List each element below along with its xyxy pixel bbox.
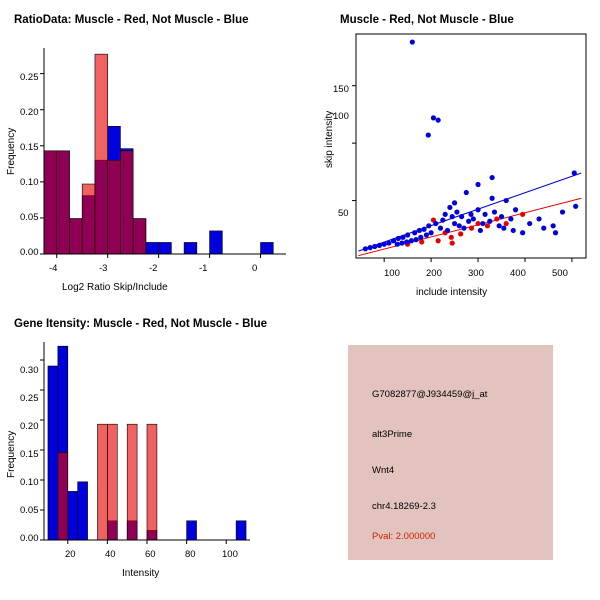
panel1-ytick: 0.05 bbox=[20, 212, 39, 223]
panel3-ytick: 0.30 bbox=[20, 365, 39, 376]
panel2-ytick: 50 bbox=[338, 208, 349, 219]
panel1-ytick: 0.10 bbox=[20, 177, 39, 188]
panel3-ytick: 0.10 bbox=[20, 477, 39, 488]
panel3-xtick: 20 bbox=[65, 549, 76, 560]
event-type-text: alt3Prime bbox=[372, 429, 413, 440]
panel-gene-intensity-histogram bbox=[0, 300, 310, 600]
panel-intensity-scatter bbox=[310, 0, 600, 300]
panel2-xtick: 500 bbox=[552, 268, 568, 279]
panel1-ytick: 0.00 bbox=[20, 247, 39, 258]
panel2-xtick: 200 bbox=[426, 268, 442, 279]
probe-id-text: G7082877@J934459@j_at bbox=[372, 389, 488, 400]
pval-text: Pval: 2.000000 bbox=[372, 531, 436, 542]
panel1-ytick: 0.15 bbox=[20, 142, 39, 153]
panel2-xtick: 300 bbox=[468, 268, 484, 279]
panel3-xtick: 60 bbox=[145, 549, 156, 560]
panel3-canvas bbox=[0, 300, 310, 600]
panel3-y-axis-label: Frequency bbox=[6, 430, 17, 478]
panel3-ytick: 0.15 bbox=[20, 449, 39, 460]
panel3-ytick: 0.20 bbox=[20, 421, 39, 432]
panel3-ytick: 0.05 bbox=[20, 505, 39, 516]
panel-ratio-histogram bbox=[0, 0, 310, 300]
panel3-title: Gene Itensity: Muscle - Red, Not Muscle - Blue bbox=[14, 318, 268, 330]
panel3-xtick: 80 bbox=[185, 549, 196, 560]
panel2-y-axis-label: skip intensity bbox=[324, 110, 335, 168]
panel3-xtick: 40 bbox=[105, 549, 116, 560]
panel1-x-axis-label: Log2 Ratio Skip/Include bbox=[62, 282, 168, 293]
panel1-xtick: -4 bbox=[49, 263, 58, 274]
gene-info-box bbox=[348, 345, 553, 560]
panel1-ytick: 0.20 bbox=[20, 107, 39, 118]
panel3-xtick: 100 bbox=[222, 549, 238, 560]
panel3-ytick: 0.25 bbox=[20, 393, 39, 404]
panel1-xtick: -1 bbox=[199, 263, 208, 274]
panel1-canvas bbox=[0, 0, 310, 300]
panel1-title: RatioData: Muscle - Red, Not Muscle - Blue bbox=[14, 14, 249, 26]
panel2-xtick: 400 bbox=[510, 268, 526, 279]
panel2-x-axis-label: include intensity bbox=[416, 287, 488, 298]
panel1-xtick: -2 bbox=[149, 263, 158, 274]
panel2-xtick: 100 bbox=[384, 268, 400, 279]
panel1-y-axis-label: Frequency bbox=[6, 127, 17, 175]
panel1-xtick: 0 bbox=[252, 263, 258, 274]
panel3-ytick: 0.00 bbox=[20, 533, 39, 544]
locus-text: chr4.18269-2.3 bbox=[372, 501, 436, 512]
panel2-ytick: 150 bbox=[333, 84, 349, 95]
panel1-xtick: -3 bbox=[99, 263, 108, 274]
panel1-ytick: 0.25 bbox=[20, 72, 39, 83]
gene-name-text: Wnt4 bbox=[372, 465, 395, 476]
panel2-ytick: 100 bbox=[333, 111, 349, 122]
panel3-x-axis-label: Intensity bbox=[122, 568, 160, 579]
panel2-canvas bbox=[310, 0, 600, 300]
panel2-title: Muscle - Red, Not Muscle - Blue bbox=[340, 14, 514, 26]
